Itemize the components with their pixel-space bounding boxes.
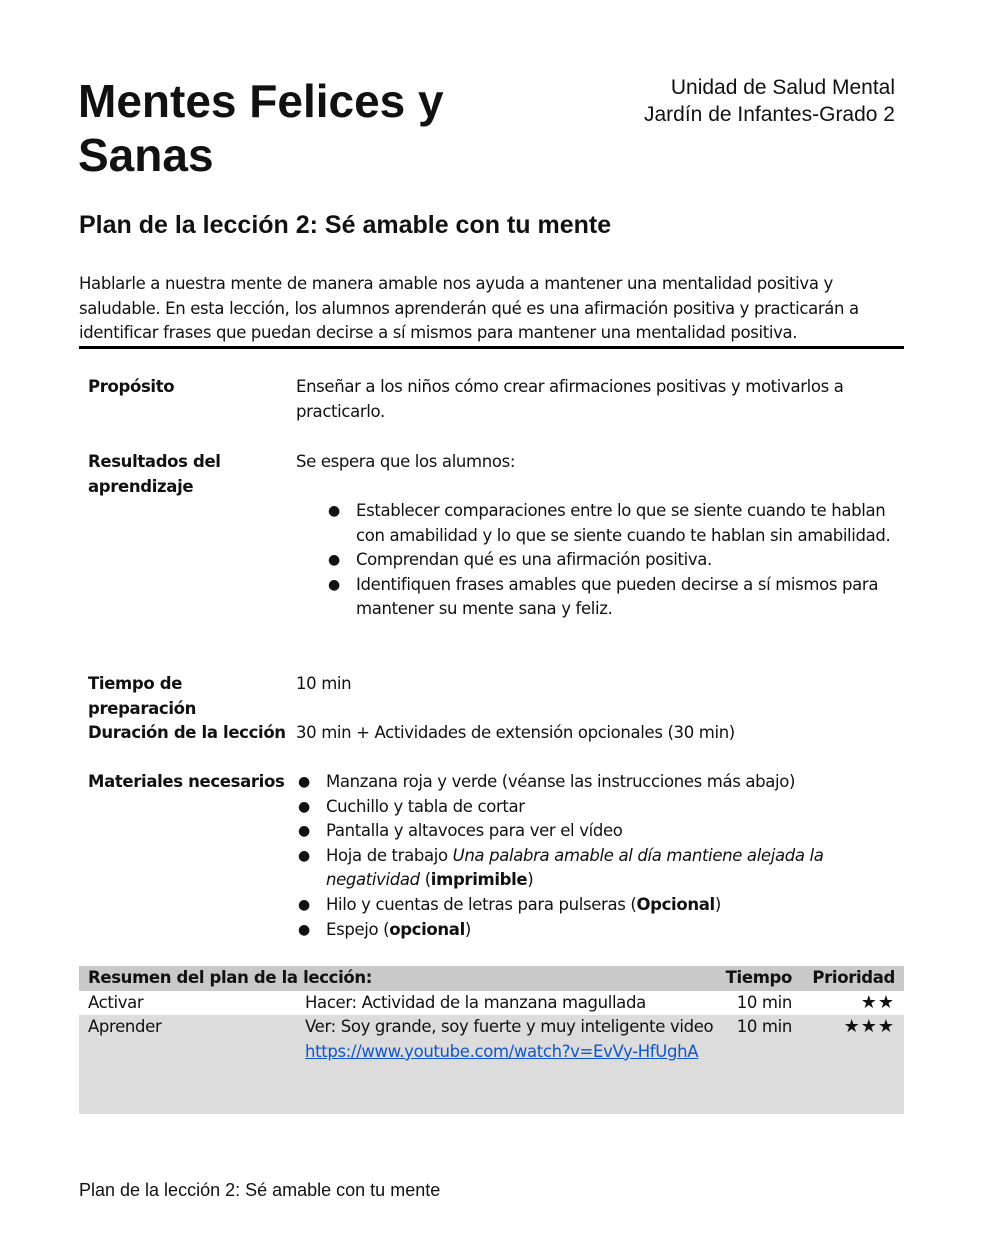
time-column-header: Tiempo: [725, 968, 792, 987]
purpose-text: Enseñar a los niños cómo crear afirmaciones positivas y motivarlos a practicarlo.: [296, 377, 844, 421]
outcomes-lead: Se espera que los alumnos:: [296, 452, 516, 471]
list-item: ● Identifiquen frases amables que pueden decirse a sí mismos para mantener su mente sana y feliz.: [328, 574, 879, 619]
list-item: ● Comprendan qué es una afirmación positiva.: [326, 548, 906, 573]
bullet-icon: ●: [298, 798, 310, 815]
priority-stars-icon: ★★: [860, 991, 895, 1013]
materials-label: Materiales necesarios: [88, 772, 285, 791]
section-divider: [79, 346, 904, 349]
bullet-icon: ●: [298, 921, 310, 938]
materials-list: [296, 770, 906, 942]
list-item: ● Espejo (opcional): [296, 918, 906, 943]
activity-cell: Hacer: Actividad de la manzana magullada: [305, 992, 646, 1012]
bullet-icon: ●: [298, 774, 310, 790]
list-item: ● Establecer comparaciones entre lo que se siente cuando te hablan con amabilidad y lo que se siente cuando te hablan sin amabilidad.: [328, 501, 891, 545]
list-item: ● Pantalla y altavoces para ver el vídeo: [296, 819, 906, 844]
prep-time-value: 10 min: [296, 674, 352, 693]
list-item: ● Hoja de trabajo Una palabra amable al día mantiene alejada la negatividad (imprimible): [298, 845, 824, 890]
grade-range: Jardín de Infantes-Grado 2: [644, 103, 895, 126]
document-title: Mentes Felices y Sanas: [78, 75, 444, 181]
activity-cell: Ver: Soy grande, soy fuerte y muy inteligente video https://www.youtube.com/watch?v=EvVy-HfUghA: [305, 1017, 714, 1061]
lesson-heading: Plan de la lección 2: Sé amable con tu mente: [79, 211, 612, 239]
lesson-summary-table: [79, 966, 904, 1114]
list-item: ● Cuchillo y tabla de cortar: [296, 795, 906, 820]
duration-label: Duración de la lección: [88, 723, 286, 742]
priority-column-header: Prioridad: [812, 968, 895, 987]
table-header-row: [79, 966, 904, 991]
unit-info: [644, 74, 895, 128]
bullet-icon: ●: [298, 847, 310, 864]
outcomes-list: [326, 499, 906, 622]
unit-name: Unidad de Salud Mental: [670, 76, 895, 99]
prep-time-label: Tiempo de preparación: [88, 674, 197, 718]
page-footer: Plan de la lección 2: Sé amable con tu mente: [79, 1180, 441, 1200]
phase-cell: Aprender: [88, 1017, 162, 1037]
duration-value: 30 min + Actividades de extensión opcionales (30 min): [296, 723, 735, 742]
summary-heading: Resumen del plan de la lección:: [88, 968, 373, 987]
bullet-icon: ●: [328, 576, 340, 593]
priority-stars-icon: ★★★: [843, 1016, 895, 1038]
bullet-icon: ●: [328, 503, 340, 519]
time-cell: 10 min: [736, 992, 792, 1012]
bullet-icon: ●: [298, 896, 310, 913]
video-link[interactable]: https://www.youtube.com/watch?v=EvVy-HfUghA: [305, 1041, 699, 1061]
table-row: [79, 991, 904, 1016]
purpose-label: Propósito: [88, 377, 175, 396]
outcomes-label: Resultados del aprendizaje: [88, 452, 221, 496]
phase-cell: Activar: [88, 992, 144, 1012]
time-cell: 10 min: [736, 1017, 792, 1037]
bullet-icon: ●: [298, 823, 310, 840]
table-row: [79, 1015, 904, 1114]
list-item: ● Manzana roja y verde (véanse las instrucciones más abajo): [296, 770, 906, 795]
list-item: ● Hilo y cuentas de letras para pulseras (Opcional): [296, 893, 906, 918]
intro-paragraph: Hablarle a nuestra mente de manera amable nos ayuda a mantener una mentalidad positiva y saludable. En esta lección, los alumnos aprenderán qué es una afirmación positiva y practicarán a identificar frases que puedan decirse a sí mismos para mantener una mentalidad positiva.: [79, 274, 859, 343]
bullet-icon: ●: [328, 552, 340, 569]
